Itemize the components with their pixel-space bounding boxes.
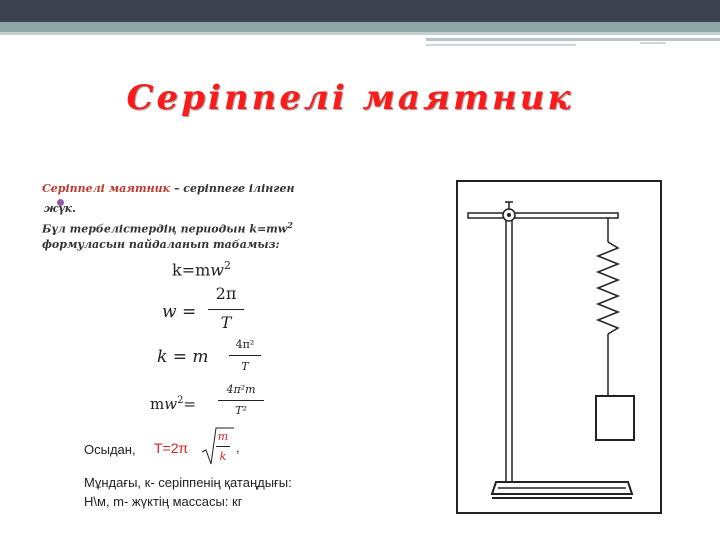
spring-pendulum-on-stand-icon (458, 182, 660, 512)
result-T-expr: T=2π (154, 440, 189, 456)
formula-4-fraction-bar (218, 400, 264, 401)
formula-4-sup: 2 (177, 395, 184, 406)
result-prefix: Осыдан, (84, 442, 136, 457)
formula-4-numerator: 4π²m (226, 383, 256, 396)
accent-line (426, 44, 576, 46)
top-decor-light-band (0, 32, 720, 35)
formula-2-numerator: 2π (215, 284, 237, 303)
formula-3-fraction-bar (229, 355, 261, 356)
pendulum-diagram-frame (456, 180, 662, 514)
top-decor-bar (0, 0, 720, 22)
result-period (154, 440, 188, 456)
formula-1-var: w (210, 260, 224, 280)
definition-line-3-text: Бұл тербелістердің периодын k=mw (42, 222, 288, 236)
formula-4-lhs (150, 395, 196, 413)
formula-1-text: k=m (172, 260, 211, 280)
definition-term: Серіппелі маятник (42, 182, 171, 195)
accent-line (426, 38, 720, 41)
formula-k-mw2 (172, 259, 231, 279)
result-comma: , (236, 440, 240, 455)
note-line-1: Мұндағы, к- серіппенің қатаңдығы: (84, 475, 292, 490)
definition-line-3-sup: 2 (287, 220, 293, 230)
note-line-2: Н\м, m- жүктің массасы: кг (84, 494, 243, 509)
accent-line (640, 42, 666, 44)
definition-line-3 (42, 220, 293, 236)
definition-rest: – серіппеге ілінген (170, 182, 295, 195)
result-sqrt-fraction-bar (216, 446, 230, 447)
formula-4-denominator: T² (235, 404, 247, 417)
formula-2-denominator: T (220, 313, 232, 332)
formula-1-sup: 2 (223, 259, 231, 272)
definition-line-1 (42, 182, 295, 195)
formula-2-fraction-bar (208, 309, 244, 310)
definition-line-2: жүк. (44, 202, 76, 215)
formula-4-m: m (150, 395, 165, 413)
formula-4-w: w (164, 395, 178, 413)
result-sqrt-denominator: k (219, 450, 227, 463)
formula-3-denominator: T (241, 360, 249, 373)
formula-4-eq: = (183, 395, 197, 413)
result-sqrt-numerator: m (217, 430, 229, 443)
definition-line-4: формуласын пайдаланып табамыз: (42, 238, 280, 251)
formula-3-numerator: 4π² (235, 338, 255, 351)
formula-2-lhs: w = (162, 302, 197, 322)
top-decor-teal-band (0, 22, 720, 32)
slide-title: Серіппелі маятник (126, 78, 574, 118)
formula-3-lhs: k = m (157, 347, 209, 367)
